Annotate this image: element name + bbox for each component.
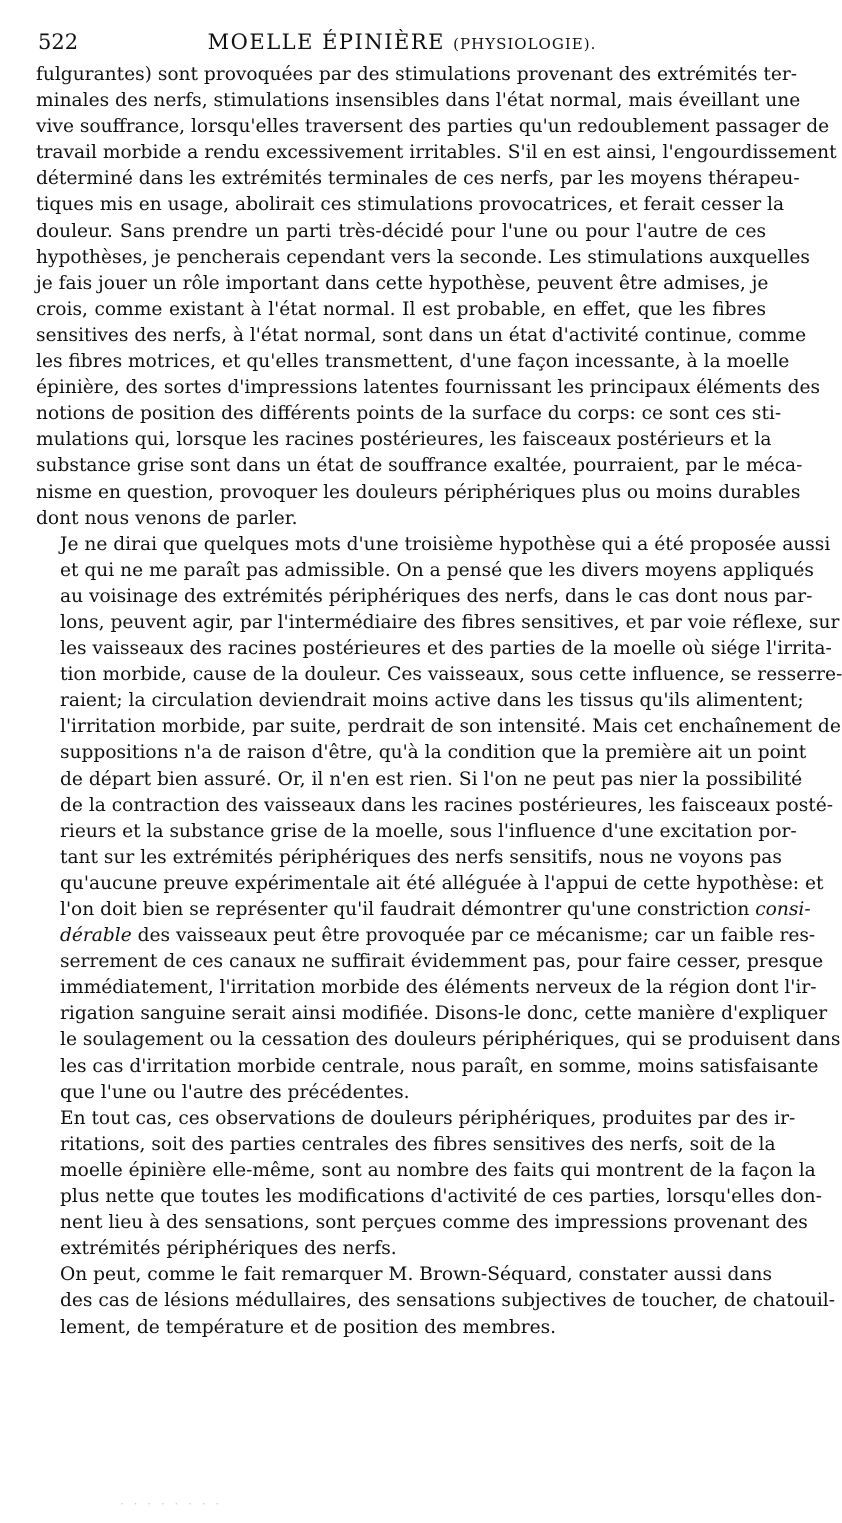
text-line: On peut, comme le fait remarquer M. Brown-Séquard, constater aussi dans bbox=[60, 1264, 772, 1286]
text-line: les fibres motrices, et qu'elles transmettent, d'une façon incessante, à la moelle bbox=[36, 351, 790, 373]
text-line: minales des nerfs, stimulations insensibles dans l'état normal, mais éveillant une bbox=[36, 90, 801, 112]
text-line: rigation sanguine serait ainsi modifiée. Disons-le donc, cette manière d'expliquer bbox=[60, 1003, 828, 1025]
text-line: je fais jouer un rôle important dans cette hypothèse, peuvent être admises, je bbox=[36, 272, 769, 294]
text-line: substance grise sont dans un état de souffrance exaltée, pourraient, par le méca- bbox=[36, 455, 803, 477]
text-line: de la contraction des vaisseaux dans les racines postérieures, les faisceaux posté- bbox=[60, 794, 834, 816]
text-line: raient; la circulation deviendrait moins active dans les tissus qu'ils alimentent; bbox=[60, 690, 804, 712]
page-number: 522 bbox=[38, 30, 79, 54]
text-line: des cas de lésions médullaires, des sensations subjectives de toucher, de chatouil- bbox=[60, 1290, 836, 1312]
text-line: le soulagement ou la cessation des douleurs périphériques, qui se produisent dans bbox=[60, 1029, 841, 1051]
text-line: et qui ne me paraît pas admissible. On a pensé que les divers moyens appliqués bbox=[60, 559, 814, 581]
paragraph bbox=[36, 1262, 836, 1340]
header-subtitle: (PHYSIOLOGIE). bbox=[453, 35, 597, 53]
text-line: hypothèses, je pencherais cependant vers la seconde. Les stimulations auxquelles bbox=[36, 246, 810, 268]
text-line: notions de position des différents points de la surface du corps: ce sont ces sti- bbox=[36, 403, 782, 425]
running-header bbox=[38, 30, 766, 60]
text-line: immédiatement, l'irritation morbide des éléments nerveux de la région dont l'ir- bbox=[60, 977, 817, 999]
text-line: au voisinage des extrémités périphériques des nerfs, dans le cas dont nous par- bbox=[60, 585, 813, 607]
body-text bbox=[36, 62, 842, 1341]
text-line: rieurs et la substance grise de la moelle, sous l'influence d'une excitation por- bbox=[60, 820, 797, 842]
text-line: que l'une ou l'autre des précédentes. bbox=[60, 1081, 410, 1103]
text-line: moelle épinière elle-même, sont au nombre des faits qui montrent de la façon la bbox=[60, 1159, 816, 1181]
text-line: ritations, soit des parties centrales des fibres sensitives des nerfs, soit de la bbox=[60, 1133, 776, 1155]
text-line: les cas d'irritation morbide centrale, nous paraît, en somme, moins satisfaisante bbox=[60, 1055, 819, 1077]
text-line: crois, comme existant à l'état normal. Il est probable, en effet, que les fibres bbox=[36, 298, 766, 320]
text-line: suppositions n'a de raison d'être, qu'à la condition que la première ait un point bbox=[60, 742, 807, 764]
text-line: l'on doit bien se représenter qu'il faudrait démontrer qu'une constriction consi- bbox=[60, 899, 811, 920]
text-line: les vaisseaux des racines postérieures et des parties de la moelle où siége l'irrita- bbox=[60, 638, 832, 660]
text-line: dérable des vaisseaux peut être provoquée par ce mécanisme; car un faible res- bbox=[60, 925, 816, 947]
text-line: déterminé dans les extrémités terminales de ces nerfs, par les moyens thérapeu- bbox=[36, 168, 800, 190]
text-line: nisme en question, provoquer les douleurs périphériques plus ou moins durables bbox=[36, 481, 801, 503]
text-line: plus nette que toutes les modifications d'activité de ces parties, lorsqu'elles don- bbox=[60, 1186, 822, 1208]
paragraph bbox=[36, 1106, 822, 1263]
text-line: douleur. Sans prendre un parti très-décidé pour l'une ou pour l'autre de ces bbox=[36, 220, 766, 242]
text-line: tant sur les extrémités périphériques des nerfs sensitifs, nous ne voyons pas bbox=[60, 846, 782, 868]
text-line: travail morbide a rendu excessivement irritables. S'il en est ainsi, l'engourdissement bbox=[36, 142, 837, 164]
text-line: lement, de température et de position des membres. bbox=[60, 1316, 557, 1338]
text-line: tiques mis en usage, abolirait ces stimulations provocatrices, et ferait cesser la bbox=[36, 194, 785, 216]
text-line: qu'aucune preuve expérimentale ait été alléguée à l'appui de cette hypothèse: et bbox=[60, 872, 824, 894]
text-line: sensitives des nerfs, à l'état normal, sont dans un état d'activité continue, comme bbox=[36, 324, 807, 346]
text-line: mulations qui, lorsque les racines postérieures, les faisceaux postérieurs et la bbox=[36, 429, 772, 451]
running-title bbox=[38, 30, 766, 54]
header-title: MOELLE ÉPINIÈRE bbox=[207, 30, 445, 54]
bottom-bleed-marks: · · · · · · · · bbox=[120, 1497, 223, 1511]
paragraph bbox=[36, 532, 842, 1106]
text-line: de départ bien assuré. Or, il n'en est rien. Si l'on ne peut pas nier la possibilité bbox=[60, 768, 803, 790]
text-line: Je ne dirai que quelques mots d'une troisième hypothèse qui a été proposée aussi bbox=[60, 533, 831, 555]
text-line: l'irritation morbide, par suite, perdrait de son intensité. Mais cet enchaînement de bbox=[60, 716, 841, 738]
text-line: épinière, des sortes d'impressions latentes fournissant les principaux éléments des bbox=[36, 377, 821, 399]
text-line: extrémités périphériques des nerfs. bbox=[60, 1238, 397, 1260]
paragraph bbox=[36, 62, 837, 532]
text-line: En tout cas, ces observations de douleurs périphériques, produites par des ir- bbox=[60, 1107, 796, 1129]
text-line: serrement de ces canaux ne suffirait évidemment pas, pour faire cesser, presque bbox=[60, 951, 824, 973]
text-line: dont nous venons de parler. bbox=[36, 507, 298, 529]
text-line: lons, peuvent agir, par l'intermédiaire des fibres sensitives, et par voie réflexe, sur bbox=[60, 611, 840, 633]
text-line: fulgurantes) sont provoquées par des stimulations provenant des extrémités ter- bbox=[36, 64, 797, 85]
text-line: tion morbide, cause de la douleur. Ces vaisseaux, sous cette influence, se resserre- bbox=[60, 664, 842, 686]
text-line: vive souffrance, lorsqu'elles traversent des parties qu'un redoublement passager de bbox=[36, 116, 830, 138]
text-line: nent lieu à des sensations, sont perçues comme des impressions provenant des bbox=[60, 1212, 808, 1234]
